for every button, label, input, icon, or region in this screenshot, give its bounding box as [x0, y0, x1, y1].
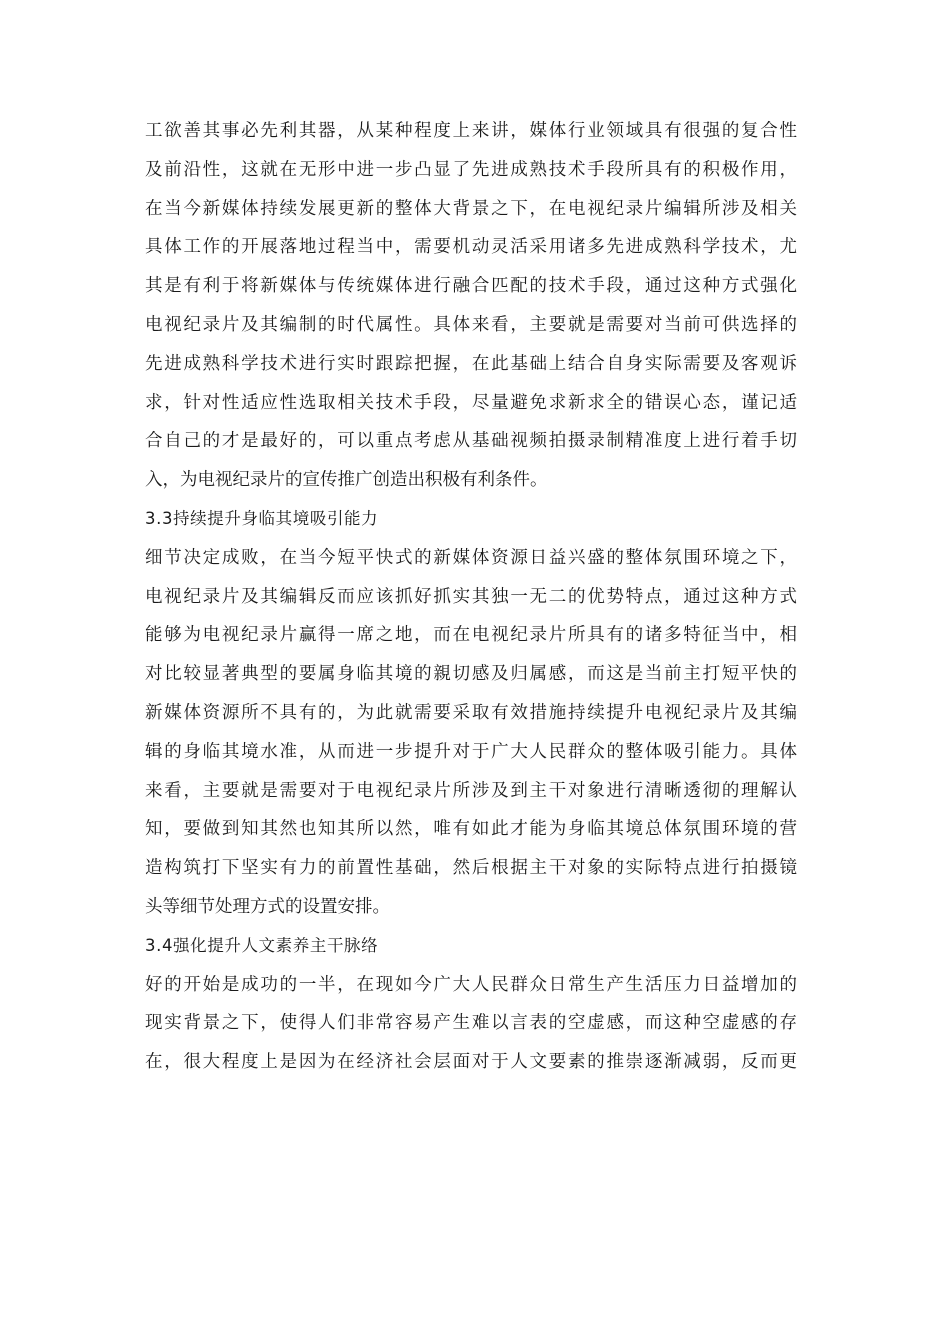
text-line: 入，为电视纪录片的宣传推广创造出积极有利条件。	[145, 470, 548, 491]
text-line: 工欲善其事必先利其器，从某种程度上来讲，媒体行业领域具有很强的复合性	[145, 121, 797, 141]
text-line: 在，很大程度上是因为在经济社会层面对于人文要素的推崇逐渐减弱，反而更	[145, 1052, 797, 1073]
text-line: 现实背景之下，使得人们非常容易产生难以言表的空虚感，而这种空虚感的存	[145, 1013, 797, 1034]
document-body	[145, 112, 797, 1082]
text-line: 合自己的才是最好的，可以重点考虑从基础视频拍摄录制精准度上进行着手切	[145, 431, 797, 452]
text-line: 细节决定成败，在当今短平快式的新媒体资源日益兴盛的整体氛围环境之下，	[145, 547, 797, 568]
text-line: 能够为电视纪录片赢得一席之地，而在电视纪录片所具有的诸多特征当中，相	[145, 625, 797, 646]
text-line: 其是有利于将新媒体与传统媒体进行融合匹配的技术手段，通过这种方式强化	[145, 276, 797, 297]
text-line: 新媒体资源所不具有的，为此就需要采取有效措施持续提升电视纪录片及其编	[145, 702, 797, 723]
text-line: 头等细节处理方式的设置安排。	[145, 896, 390, 917]
text-line: 电视纪录片及其编辑反而应该抓好抓实其独一无二的优势特点，通过这种方式	[145, 586, 797, 607]
text-line: 先进成熟科学技术进行实时跟踪把握，在此基础上结合自身实际需要及客观诉	[145, 353, 797, 374]
text-line: 具体工作的开展落地过程当中，需要机动灵活采用诸多先进成熟科学技术，尤	[145, 237, 797, 258]
text-line: 辑的身临其境水准，从而进一步提升对于广大人民群众的整体吸引能力。具体	[145, 741, 797, 762]
text-line: 造构筑打下坚实有力的前置性基础，然后根据主干对象的实际特点进行拍摄镜	[145, 858, 797, 879]
text-line: 来看，主要就是需要对于电视纪录片所涉及到主干对象进行清晰透彻的理解认	[145, 780, 797, 801]
text-line: 电视纪录片及其编制的时代属性。具体来看，主要就是需要对当前可供选择的	[145, 314, 797, 335]
section-heading: 3.4强化提升人文素养主干脉络	[145, 935, 379, 955]
section-heading: 3.3持续提升身临其境吸引能力	[145, 508, 379, 528]
text-line: 好的开始是成功的一半，在现如今广大人民群众日常生产生活压力日益增加的	[145, 974, 797, 995]
text-line: 在当今新媒体持续发展更新的整体大背景之下，在电视纪录片编辑所涉及相关	[145, 198, 797, 219]
text-line: 求，针对性适应性选取相关技术手段，尽量避免求新求全的错误心态，谨记适	[145, 392, 797, 413]
text-line: 对比较显著典型的要属身临其境的親切感及归属感，而这是当前主打短平快的	[145, 664, 797, 685]
text-line: 及前沿性，这就在无形中进一步凸显了先进成熟技术手段所具有的积极作用，	[145, 159, 797, 180]
text-line: 知，要做到知其然也知其所以然，唯有如此才能为身临其境总体氛围环境的营	[145, 819, 797, 840]
